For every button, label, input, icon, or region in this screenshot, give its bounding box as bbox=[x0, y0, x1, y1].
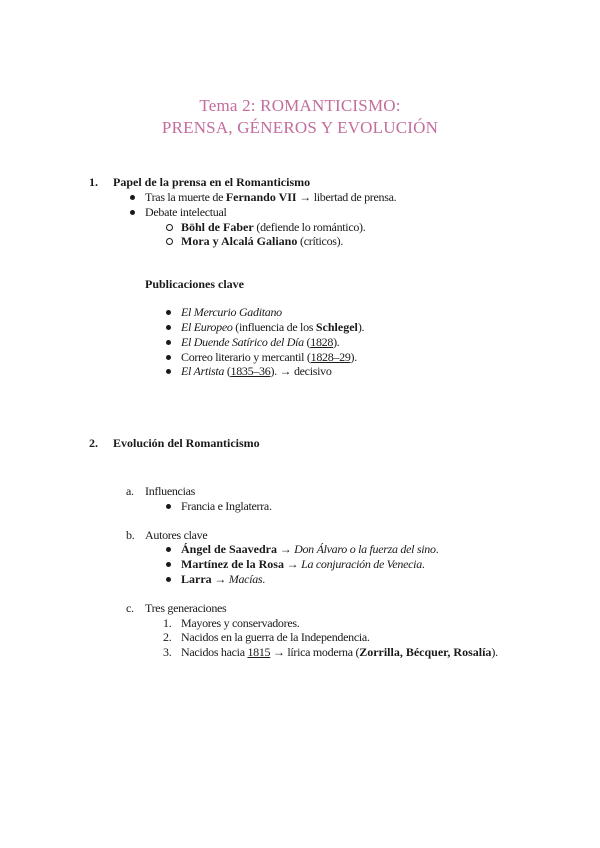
pub-item-mercurio: El Mercurio Gaditano bbox=[181, 305, 282, 319]
generation-item-1: 1. Mayores y conservadores. bbox=[163, 616, 300, 630]
section-2-title: Evolución del Romanticismo bbox=[113, 436, 260, 450]
publications-heading: Publicaciones clave bbox=[145, 277, 244, 291]
title-line-1: Tema 2: ROMANTICISMO: bbox=[199, 96, 401, 115]
subsection-b: b. Autores clave bbox=[126, 528, 208, 542]
title-line-2: PRENSA, GÉNEROS Y EVOLUCIÓN bbox=[161, 118, 439, 137]
pub-item-duende: El Duende Satírico del Día (1828). bbox=[181, 335, 340, 349]
pub-item-correo: Correo literario y mercantil (1828–29). bbox=[181, 350, 357, 364]
section-1-number: 1. bbox=[89, 175, 98, 189]
section-1-title: Papel de la prensa en el Romanticismo bbox=[113, 175, 311, 189]
pub-item-europeo: El Europeo (influencia de los Schlegel). bbox=[181, 320, 365, 334]
generation-item-2: 2. Nacidos en la guerra de la Independencia. bbox=[163, 630, 370, 644]
sub-item-bohl: Böhl de Faber (defiende lo romántico). bbox=[181, 220, 366, 234]
generation-item-3: 3. Nacidos hacia 1815 → lírica moderna (Zorrilla, Bécquer, Rosalía). bbox=[163, 645, 498, 659]
document-title bbox=[0, 95, 600, 139]
section-2-number: 2. bbox=[89, 436, 98, 450]
bold-text: Fernando VII bbox=[225, 190, 297, 204]
sub-item-mora: Mora y Alcalá Galiano (críticos). bbox=[181, 234, 344, 248]
influence-item: Francia e Inglaterra. bbox=[181, 499, 272, 513]
list-item-fernando: Tras la muerte de Fernando VII → libertad de prensa. bbox=[145, 190, 397, 204]
subsection-c: c. Tres generaciones bbox=[126, 601, 227, 615]
author-item-saavedra: Ángel de Saavedra → Don Álvaro o la fuerza del sino. bbox=[181, 542, 439, 556]
pub-item-artista: El Artista (1835–36). → decisivo bbox=[181, 364, 332, 378]
author-item-larra: Larra → Macías. bbox=[181, 572, 265, 586]
list-item-debate: Debate intelectual bbox=[145, 205, 227, 219]
subsection-a: a. Influencias bbox=[126, 484, 196, 498]
author-item-martinez: Martínez de la Rosa → La conjuración de Venecia. bbox=[181, 557, 425, 571]
